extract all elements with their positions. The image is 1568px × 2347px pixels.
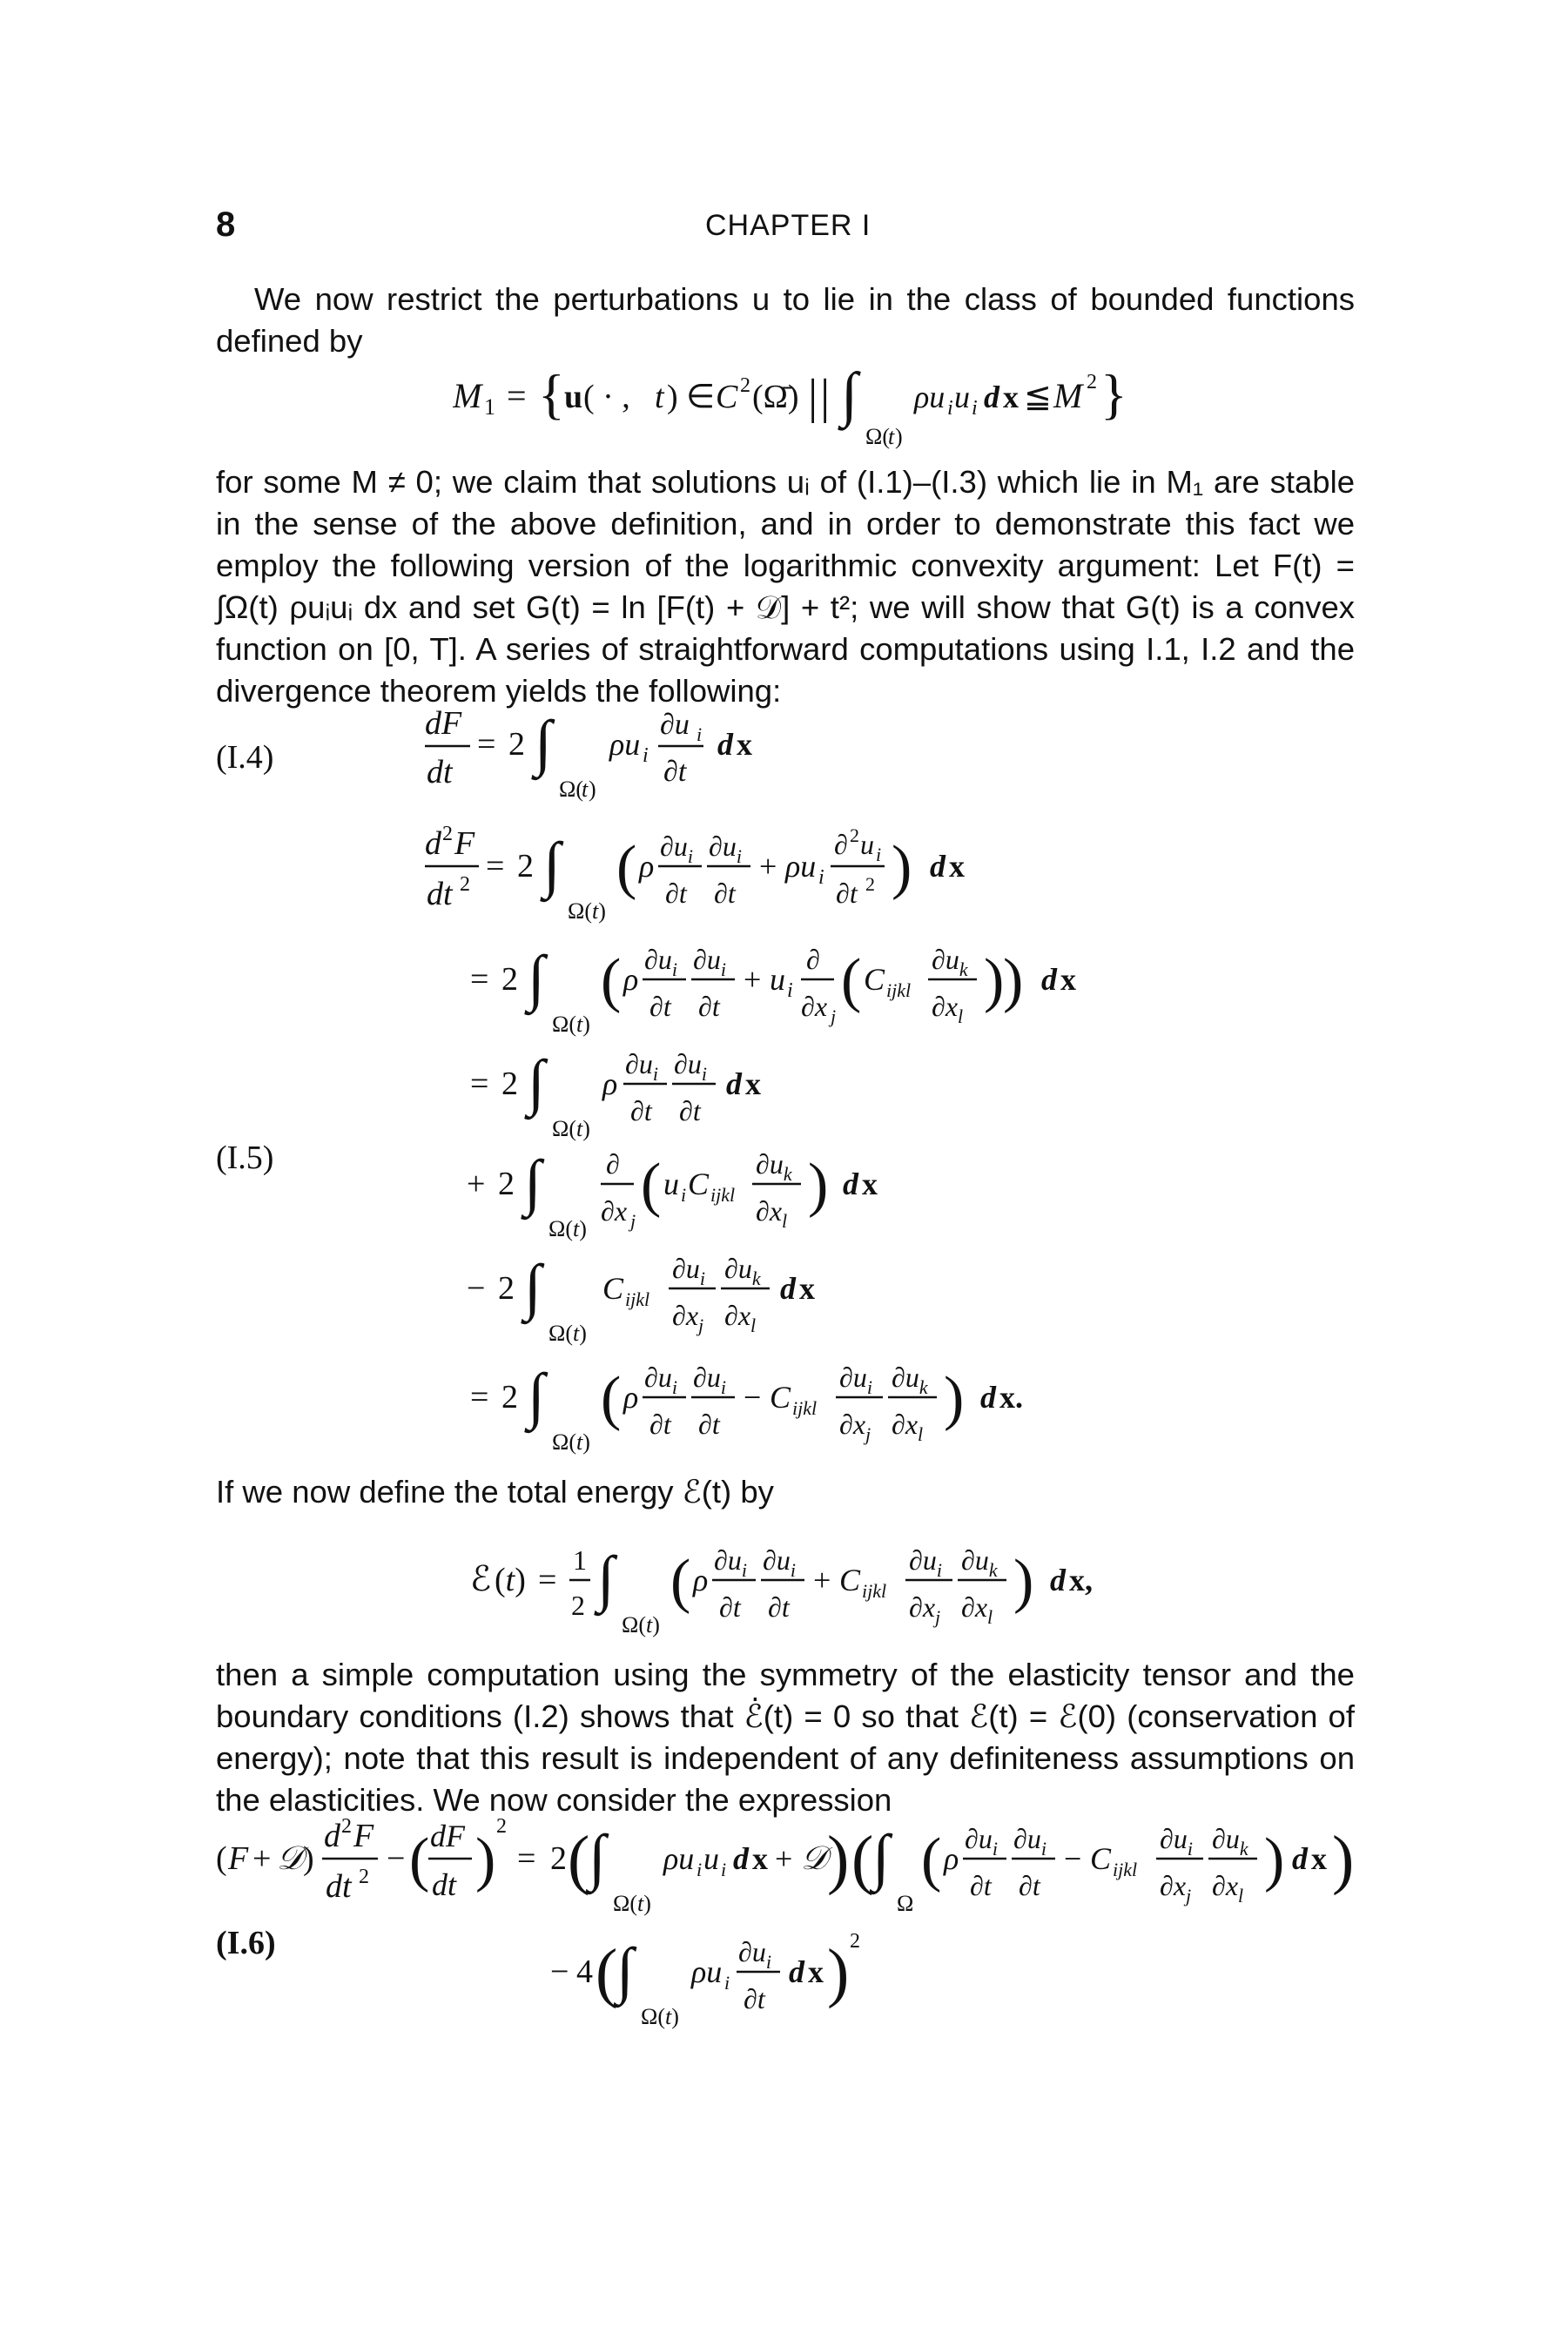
equation-1-4 — [425, 701, 860, 814]
svg-text:∂xl: $\partial x_l$ — [892, 1409, 924, 1445]
svg-text:i: i — [643, 744, 649, 767]
svg-text:∫: ∫ — [524, 1147, 542, 1217]
svg-text:Ω(t): Ω(t) — [548, 1216, 587, 1241]
svg-text:2: 2 — [550, 1840, 567, 1877]
svg-text:x: x — [1003, 380, 1019, 414]
svg-text:∂t: ∂t — [679, 1095, 701, 1126]
svg-text:∂: ∂ — [806, 944, 820, 975]
svg-text:2: 2 — [740, 374, 750, 397]
svg-text:∂ui: $\partial u_i$ — [763, 1544, 796, 1581]
svg-text:j: j — [831, 1005, 837, 1027]
svg-text:x: x — [745, 1066, 761, 1101]
svg-text:C: C — [602, 1271, 624, 1306]
svg-text:ρu: ρu — [609, 727, 641, 762]
svg-text:∂xj: $\partial x_j$ — [839, 1409, 871, 1445]
svg-text:∂xl: $\partial x_l$ — [756, 1195, 788, 1232]
svg-text:i: i — [876, 844, 882, 865]
svg-text:Ω(t): Ω(t) — [548, 1321, 587, 1346]
svg-text:Ω(t): Ω(t) — [552, 1429, 590, 1455]
svg-text:x: x — [862, 1167, 878, 1201]
svg-text:t: t — [655, 379, 664, 415]
svg-text:t: t — [582, 777, 589, 802]
svg-text:∂xj: $\partial x_j$ — [909, 1591, 941, 1628]
svg-text:x: x — [799, 1271, 815, 1306]
equation-1-6-line-2 — [550, 1928, 986, 2041]
running-title: CHAPTER I — [705, 209, 871, 242]
svg-text:F: F — [454, 825, 475, 862]
svg-text:): ) — [984, 947, 1005, 1014]
svg-text:∫: ∫ — [616, 1935, 634, 2005]
equation-1-6-line-1 — [216, 1815, 1365, 1928]
svg-text:∂t: ∂t — [719, 1591, 741, 1623]
svg-text:2: 2 — [498, 1270, 515, 1307]
svg-text:C: C — [770, 1380, 791, 1415]
svg-text:C: C — [864, 962, 885, 997]
svg-text:d: d — [324, 1818, 340, 1854]
svg-text:∂t: ∂t — [768, 1591, 790, 1623]
svg-text:): ) — [475, 1826, 496, 1893]
svg-text:): ) — [1013, 1548, 1034, 1615]
svg-text:(: ( — [851, 1823, 874, 1896]
svg-text:ρ: ρ — [639, 849, 655, 884]
svg-text:i: i — [972, 397, 978, 420]
svg-text:∫: ∫ — [535, 708, 552, 777]
equation-1-5-line-4 — [467, 1140, 989, 1254]
svg-text:∂xl: $\partial x_l$ — [961, 1591, 993, 1628]
svg-text:=: = — [538, 1562, 557, 1598]
svg-text:1: 1 — [573, 1544, 587, 1576]
svg-text:∂t: ∂t — [698, 1409, 720, 1440]
svg-text:(: ( — [641, 1152, 662, 1219]
svg-text:C: C — [716, 379, 738, 415]
svg-text:∂t: ∂t — [714, 878, 736, 909]
svg-text:2: 2 — [571, 1590, 585, 1621]
equation-set-m1 — [453, 357, 1236, 453]
svg-text:{: { — [538, 363, 565, 425]
page-number: 8 — [216, 205, 236, 244]
svg-text:Ω(t): Ω(t) — [568, 898, 606, 924]
svg-text:∂uk: $\partial u_k$ — [961, 1544, 998, 1581]
svg-text:2: 2 — [501, 1379, 518, 1416]
svg-text:u: u — [703, 1841, 719, 1876]
svg-text:x: x — [737, 727, 752, 762]
svg-text:u: u — [663, 1167, 679, 1201]
paragraph-2: for some M ≠ 0; we claim that solutions uᵢ of (I.1)–(I.3) which lie in M₁ are stable in the sense of the above definition, and in order to demonstrate this fact we employ the following version of the logarithmic convexity argument: Let F(t) = ∫Ω(t) ρuᵢuᵢ dx and set G(t) = ln [F(t) + 𝒟] + t²; we will show that G(t) is a convex function on [0, T]. A series of straightforward computations using I.1, I.2 and the divergence theorem yields the following: — [216, 464, 1355, 709]
svg-text:∂uk: $\partial u_k$ — [724, 1253, 761, 1289]
svg-text:ijkl: ijkl — [710, 1184, 736, 1206]
svg-text:∂t: ∂t — [665, 878, 687, 909]
svg-text:u: u — [564, 379, 583, 415]
equation-1-5-line-6 — [470, 1354, 1080, 1467]
svg-text:−: − — [550, 1954, 569, 1990]
svg-text:∂t: ∂t — [836, 878, 858, 909]
svg-text:∂xj: $\partial x_j$ — [1160, 1870, 1192, 1907]
svg-text:Ω: Ω — [897, 1891, 914, 1916]
svg-text:−: − — [387, 1840, 406, 1877]
svg-text:∂ui: $\partial u_i$ — [625, 1048, 658, 1085]
svg-text:x: x — [752, 1841, 768, 1876]
svg-text:(: ( — [568, 1823, 590, 1896]
svg-text:ijkl: ijkl — [862, 1580, 887, 1602]
svg-text:ρ: ρ — [602, 1066, 618, 1101]
svg-text:∂ui: $\partial u_i$ — [693, 944, 726, 980]
svg-text:): ) — [667, 379, 678, 415]
svg-text:=: = — [477, 726, 496, 763]
svg-text:|: | — [808, 370, 818, 424]
svg-text:d: d — [984, 380, 999, 414]
svg-text:(: ( — [216, 1840, 227, 1877]
svg-text:∫: ∫ — [528, 1361, 545, 1430]
svg-text:(t): (t) — [495, 1562, 526, 1598]
svg-text:ρ: ρ — [623, 1380, 639, 1415]
svg-text:dt: dt — [432, 1867, 457, 1902]
svg-text:2: 2 — [1087, 371, 1097, 393]
svg-text:): ) — [303, 1840, 314, 1877]
svg-text:dt: dt — [427, 876, 453, 912]
svg-text:∂x: ∂x — [801, 991, 828, 1022]
svg-text:Ω(t): Ω(t) — [622, 1612, 660, 1638]
svg-text:ρu: ρu — [785, 849, 817, 884]
svg-text:i: i — [947, 397, 953, 420]
svg-text:∂ui: $\partial u_i$ — [660, 831, 693, 867]
svg-text:ijkl: ijkl — [1113, 1859, 1138, 1880]
svg-text:(: ( — [616, 834, 637, 901]
svg-text:dt: dt — [427, 754, 453, 790]
svg-text:d: d — [980, 1380, 996, 1415]
equation-1-5-line-5 — [467, 1245, 989, 1358]
svg-text:−: − — [1064, 1841, 1082, 1876]
svg-text:∂uk: $\partial u_k$ — [756, 1148, 792, 1185]
svg-text:i: i — [818, 866, 824, 889]
equation-1-5-line-2 — [470, 936, 1167, 1049]
svg-text:Ω(t): Ω(t) — [552, 1012, 590, 1037]
equation-label-1-4: (I.4) — [216, 739, 274, 776]
svg-text:∫: ∫ — [589, 1822, 606, 1892]
svg-text:2: 2 — [442, 823, 453, 845]
svg-text:2: 2 — [460, 873, 470, 896]
svg-text:2: 2 — [498, 1166, 515, 1202]
svg-text:ijkl: ijkl — [625, 1288, 650, 1310]
svg-text:∂t: ∂t — [744, 1983, 765, 2014]
svg-text:ijkl: ijkl — [792, 1397, 818, 1419]
svg-text:( · ,: ( · , — [583, 379, 630, 415]
svg-text:∂ui: $\partial u_i$ — [1013, 1823, 1046, 1859]
svg-text:): ) — [589, 777, 596, 802]
svg-text:−: − — [744, 1380, 762, 1415]
svg-text:): ) — [808, 1152, 829, 1219]
svg-text:dF: dF — [425, 705, 462, 742]
svg-text:2: 2 — [501, 1066, 518, 1102]
svg-text:=: = — [517, 1840, 536, 1877]
paragraph-3: If we now define the total energy ℰ(t) by — [216, 1474, 774, 1510]
svg-text:d: d — [1041, 962, 1057, 997]
svg-text:ρu: ρu — [691, 1954, 723, 1989]
svg-text:=: = — [486, 848, 505, 884]
svg-text:): ) — [895, 424, 903, 449]
svg-text:∫: ∫ — [841, 361, 858, 428]
svg-text:d: d — [843, 1167, 858, 1201]
svg-text:ρ: ρ — [944, 1841, 959, 1876]
svg-text:u: u — [770, 962, 785, 997]
svg-text:𝒟: 𝒟 — [277, 1840, 304, 1877]
svg-text:+: + — [744, 962, 762, 997]
svg-text:∫: ∫ — [528, 1047, 545, 1117]
svg-text:i: i — [697, 723, 703, 745]
svg-text:): ) — [1264, 1826, 1285, 1893]
svg-text:2: 2 — [496, 1815, 507, 1838]
svg-text:(: ( — [921, 1826, 942, 1893]
svg-text:∂xl: $\partial x_l$ — [1212, 1870, 1244, 1907]
svg-text:d: d — [733, 1841, 749, 1876]
svg-text:ℰ: ℰ — [470, 1559, 492, 1598]
svg-text:ρu: ρu — [914, 380, 946, 414]
svg-text:∂ui: $\partial u_i$ — [672, 1253, 705, 1289]
svg-text:(: ( — [409, 1826, 430, 1893]
svg-text:x: x — [949, 849, 965, 884]
svg-text:(: ( — [601, 1365, 622, 1432]
svg-text:x.: x. — [999, 1380, 1023, 1415]
svg-text:∂: ∂ — [834, 829, 848, 860]
svg-text:}: } — [1100, 363, 1127, 425]
svg-text:∂uk: $\partial u_k$ — [892, 1362, 928, 1398]
equation-label-1-6: (I.6) — [216, 1925, 276, 1961]
svg-text:i: i — [721, 1859, 727, 1880]
svg-text:): ) — [827, 1936, 850, 2009]
svg-text:j: j — [630, 1210, 636, 1232]
equation-label-1-5: (I.5) — [216, 1140, 274, 1176]
svg-text:=: = — [470, 1066, 489, 1102]
svg-text:2: 2 — [517, 848, 534, 884]
svg-text:2: 2 — [501, 961, 518, 998]
svg-text:x: x — [1060, 962, 1076, 997]
svg-text:∫: ∫ — [543, 830, 561, 899]
svg-text:(: ( — [601, 947, 622, 1014]
svg-text:∫: ∫ — [597, 1543, 615, 1613]
svg-text:t: t — [888, 424, 895, 449]
svg-text:∫: ∫ — [872, 1822, 890, 1892]
svg-text:∂uk: $\partial u_k$ — [1212, 1823, 1248, 1859]
svg-text:d: d — [726, 1066, 742, 1101]
equation-1-5-line-1 — [425, 823, 1034, 936]
svg-text:∂xl: $\partial x_l$ — [932, 991, 964, 1027]
svg-text:∂t: ∂t — [649, 991, 671, 1022]
svg-text:2: 2 — [508, 726, 525, 763]
svg-text:∂ui: $\partial u_i$ — [674, 1048, 707, 1085]
svg-text:=: = — [470, 961, 489, 998]
svg-text:2: 2 — [865, 873, 875, 895]
svg-text:∂ui: $\partial u_i$ — [839, 1362, 872, 1398]
svg-text:4: 4 — [576, 1954, 593, 1990]
svg-text:x: x — [1311, 1841, 1327, 1876]
svg-text:2: 2 — [341, 1815, 352, 1838]
svg-text:x: x — [808, 1954, 824, 1989]
svg-text:(Ω̄): (Ω̄) — [752, 379, 799, 415]
svg-text:i: i — [787, 979, 793, 1002]
svg-text:dF: dF — [430, 1819, 465, 1853]
svg-text:): ) — [1332, 1823, 1355, 1896]
svg-text:∂ui: $\partial u_i$ — [644, 944, 677, 980]
svg-text:+: + — [759, 849, 777, 884]
svg-text:∂t: ∂t — [630, 1095, 652, 1126]
svg-text:x,: x, — [1069, 1563, 1093, 1597]
paragraph-4: then a simple computation using the symmetry of the elasticity tensor and the boundary conditions (I.2) shows that ℰ̇(t) = 0 so that ℰ(t) = ℰ(0) (conservation of energy); note that this result is independent of any definiteness assumptions on the elasticities. We now consider the expression — [216, 1657, 1355, 1818]
svg-text:+: + — [252, 1840, 272, 1877]
svg-text:≦: ≦ — [1024, 379, 1052, 415]
svg-text:2: 2 — [850, 1930, 860, 1953]
svg-text:2: 2 — [850, 824, 859, 846]
svg-text:2: 2 — [359, 1866, 369, 1888]
svg-text:∂t: ∂t — [649, 1409, 671, 1440]
svg-text:d: d — [717, 727, 733, 762]
svg-text:∂x: ∂x — [601, 1195, 628, 1227]
equation-total-energy — [470, 1537, 1167, 1650]
svg-text:∂ui: $\partial u_i$ — [965, 1823, 998, 1859]
svg-text:+: + — [775, 1841, 793, 1876]
svg-text:C: C — [839, 1563, 861, 1597]
svg-text:∂ui: $\partial u_i$ — [714, 1544, 747, 1581]
svg-text:1: 1 — [484, 394, 495, 420]
svg-text:C: C — [688, 1167, 710, 1201]
svg-text:u: u — [954, 380, 970, 414]
svg-text:): ) — [892, 834, 912, 901]
svg-text:d: d — [1292, 1841, 1308, 1876]
svg-text:∂ui: $\partial u_i$ — [738, 1936, 771, 1973]
svg-text:∂ui: $\partial u_i$ — [644, 1362, 677, 1398]
svg-text:∂ui: $\partial u_i$ — [909, 1544, 942, 1581]
svg-text:M: M — [1053, 376, 1083, 415]
svg-text:∂ui: $\partial u_i$ — [1160, 1823, 1193, 1859]
svg-text:F: F — [228, 1840, 249, 1877]
svg-text:i: i — [681, 1184, 687, 1206]
svg-text:∂xj: $\partial x_j$ — [672, 1300, 704, 1336]
svg-text:ijkl: ijkl — [886, 979, 912, 1001]
svg-text:∂xl: $\partial x_l$ — [724, 1300, 757, 1336]
paragraph-1: We now restrict the perturbations u to lie in the class of bounded functions defined by — [216, 281, 1355, 359]
svg-text:=: = — [470, 1379, 489, 1416]
svg-text:∂ui: $\partial u_i$ — [709, 831, 742, 867]
svg-text:i: i — [724, 1972, 730, 1994]
svg-text:∂ui: $\partial u_i$ — [693, 1362, 726, 1398]
svg-text:): ) — [944, 1365, 965, 1432]
svg-text:+: + — [813, 1563, 831, 1597]
svg-text:|: | — [820, 370, 831, 424]
svg-text:dt: dt — [326, 1868, 352, 1905]
svg-text:u: u — [860, 829, 874, 860]
svg-text:): ) — [827, 1823, 850, 1896]
svg-text:∫: ∫ — [524, 1252, 542, 1321]
svg-text:Ω(t): Ω(t) — [552, 1116, 590, 1141]
svg-text:(: ( — [596, 1936, 618, 2009]
svg-text:−: − — [467, 1270, 486, 1307]
svg-text:Ω(: Ω( — [559, 777, 583, 802]
svg-text:∂uk: $\partial u_k$ — [932, 944, 968, 980]
svg-text:∂t: ∂t — [1019, 1870, 1040, 1901]
svg-text:(: ( — [841, 947, 862, 1014]
svg-text:=: = — [507, 376, 527, 415]
svg-text:d: d — [780, 1271, 796, 1306]
svg-text:d: d — [425, 825, 441, 862]
svg-text:∈: ∈ — [686, 379, 716, 415]
svg-text:∂t: ∂t — [663, 756, 687, 788]
svg-text:∂u: ∂u — [660, 709, 690, 741]
svg-text:∂: ∂ — [606, 1148, 620, 1180]
svg-text:ρ: ρ — [693, 1563, 709, 1597]
svg-text:d: d — [1050, 1563, 1066, 1597]
svg-text:): ) — [1003, 947, 1024, 1014]
svg-text:+: + — [467, 1166, 486, 1202]
svg-text:ρ: ρ — [623, 962, 639, 997]
svg-text:∂t: ∂t — [970, 1870, 992, 1901]
svg-text:i: i — [697, 1859, 703, 1880]
svg-text:ρu: ρu — [663, 1841, 695, 1876]
svg-text:𝒟: 𝒟 — [801, 1840, 828, 1877]
equation-1-5-line-3 — [470, 1040, 905, 1153]
svg-text:F: F — [353, 1818, 374, 1854]
svg-text:Ω(: Ω( — [865, 424, 890, 449]
svg-text:∂t: ∂t — [698, 991, 720, 1022]
svg-text:Ω(t): Ω(t) — [613, 1891, 651, 1916]
svg-text:(: ( — [670, 1548, 691, 1615]
svg-text:∫: ∫ — [528, 943, 545, 1012]
svg-text:d: d — [930, 849, 946, 884]
svg-text:M: M — [453, 376, 482, 415]
svg-text:C: C — [1090, 1841, 1112, 1876]
svg-text:Ω(t): Ω(t) — [641, 2004, 679, 2029]
svg-text:d: d — [789, 1954, 804, 1989]
